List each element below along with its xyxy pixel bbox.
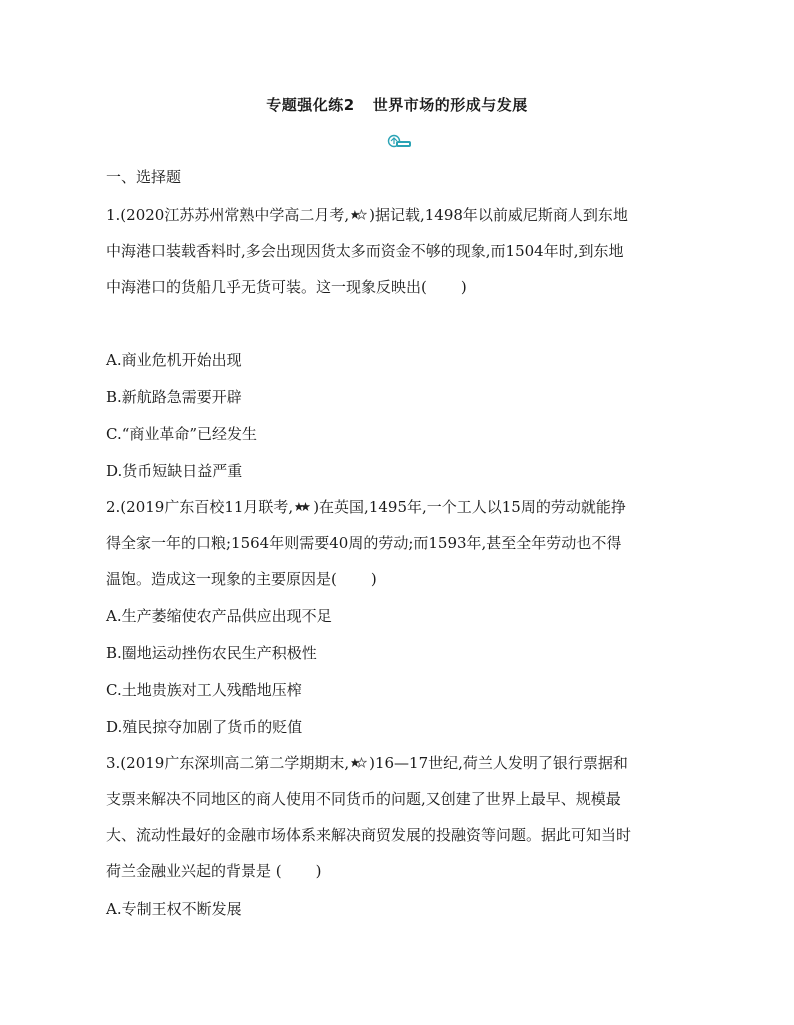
question-2-option-b[interactable]: B.圈地运动挫伤农民生产积极性 xyxy=(106,644,317,662)
section-heading: 一、选择题 xyxy=(106,168,182,186)
difficulty-stars-icon xyxy=(351,757,367,769)
question-2-line-2: 得全家一年的口粮;1564年则需要40周的劳动;而1593年,甚至全年劳动也不得 xyxy=(106,534,622,552)
teacher-logo-icon xyxy=(386,134,412,148)
question-1-option-c[interactable]: C.“商业革命”已经发生 xyxy=(106,425,258,443)
question-1-option-d[interactable]: D.货币短缺日益严重 xyxy=(106,462,243,480)
question-1-option-a[interactable]: A.商业危机开始出现 xyxy=(106,351,242,369)
question-2-option-d[interactable]: D.殖民掠夺加剧了货币的贬值 xyxy=(106,718,303,736)
question-3-option-a[interactable]: A.专制王权不断发展 xyxy=(106,900,242,918)
question-2-line-3: 温饱。造成这一现象的主要原因是( ) xyxy=(106,570,377,588)
question-3-line-1: 3.(2019广东深圳高二第二学期期末, )16—17世纪,荷兰人发明了银行票据和 xyxy=(106,754,628,772)
question-3-line-4: 荷兰金融业兴起的背景是 ( ) xyxy=(106,862,322,880)
question-1-option-b[interactable]: B.新航路急需要开辟 xyxy=(106,388,242,406)
question-1-line-2: 中海港口装载香料时,多会出现因货太多而资金不够的现象,而1504年时,到东地 xyxy=(106,242,624,260)
question-2-option-c[interactable]: C.土地贵族对工人残酷地压榨 xyxy=(106,681,302,699)
question-3-line-2: 支票来解决不同地区的商人使用不同货币的问题,又创建了世界上最早、规模最 xyxy=(106,790,621,808)
title-topic: 世界市场的形成与发展 xyxy=(372,96,528,114)
question-3-line-3: 大、流动性最好的金融市场体系来解决商贸发展的投融资等问题。据此可知当时 xyxy=(106,826,632,844)
question-2-line-1: 2.(2019广东百校11月联考, )在英国,1495年,一个工人以15周的劳动就能挣 xyxy=(106,498,626,516)
difficulty-stars-icon xyxy=(351,209,367,221)
question-1-line-3: 中海港口的货船几乎无货可装。这一现象反映出( ) xyxy=(106,278,467,296)
question-2-option-a[interactable]: A.生产萎缩使农产品供应出现不足 xyxy=(106,607,332,625)
title-number: 专题强化练2 xyxy=(266,96,355,114)
question-1-line-1: 1.(2020江苏苏州常熟中学高二月考, )据记载,1498年以前威尼斯商人到东地 xyxy=(106,206,628,224)
page-title xyxy=(0,94,794,115)
difficulty-stars-icon xyxy=(295,501,311,513)
